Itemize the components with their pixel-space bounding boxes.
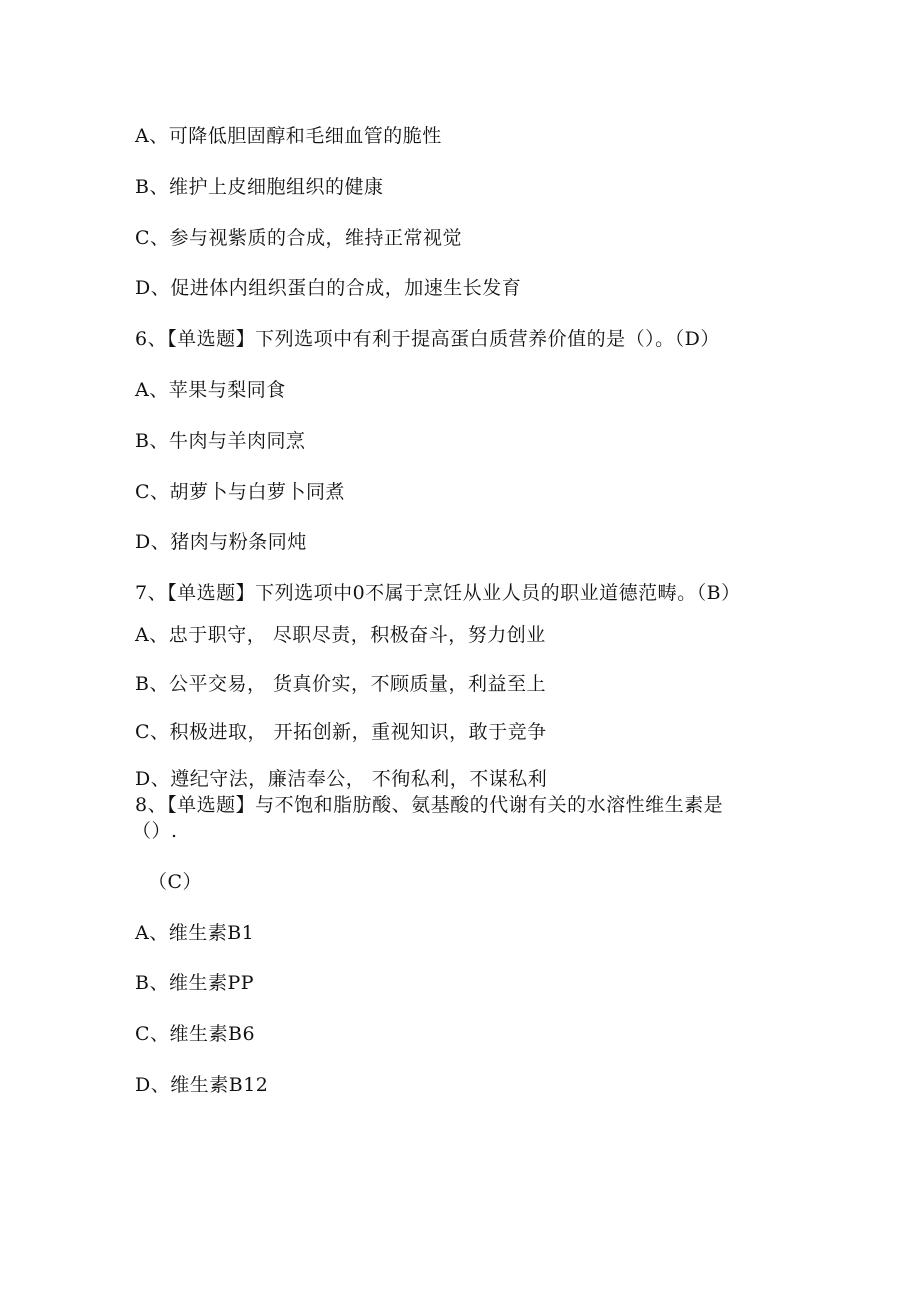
q6-option-b: B、牛肉与羊肉同烹 [135,430,306,452]
q7-option-d: D、遵纪守法，廉洁奉公， 不徇私利，不谋私利 [135,768,548,790]
q6-option-d: D、猪肉与粉条同炖 [135,531,307,553]
q8-stem-line2: （）. [132,820,178,842]
q6-option-c: C、胡萝卜与白萝卜同煮 [135,481,346,503]
q5-option-b: B、维护上皮细胞组织的健康 [135,176,384,198]
q7-stem: 7、【单选题】下列选项中0不属于烹饪从业人员的职业道德范畴。（B） [135,582,741,604]
q8-stem-line1: 8、【单选题】与不饱和脂肪酸、氨基酸的代谢有关的水溶性维生素是 [135,794,724,816]
q8-option-b: B、维生素PP [135,972,255,994]
q8-option-d: D、维生素B12 [135,1074,269,1096]
q6-option-a: A、苹果与梨同食 [135,379,286,401]
q5-option-a: A、可降低胆固醇和毛细血管的脆性 [135,125,442,147]
q8-option-c: C、维生素B6 [135,1023,256,1045]
q7-option-b: B、公平交易， 货真价实，不顾质量，利益至上 [135,673,547,695]
q5-option-c: C、参与视紫质的合成，维持正常视觉 [135,227,463,249]
q7-option-c: C、积极进取， 开拓创新，重视知识，敢于竞争 [135,721,547,743]
q7-option-a: A、忠于职守， 尽职尽责，积极奋斗，努力创业 [135,624,546,646]
q5-option-d: D、促进体内组织蛋白的合成，加速生长发育 [135,277,522,299]
q8-option-a: A、维生素B1 [135,922,255,944]
q6-stem: 6、【单选题】下列选项中有利于提高蛋白质营养价值的是（）。（D） [135,328,720,350]
q8-answer: （C） [148,871,203,893]
